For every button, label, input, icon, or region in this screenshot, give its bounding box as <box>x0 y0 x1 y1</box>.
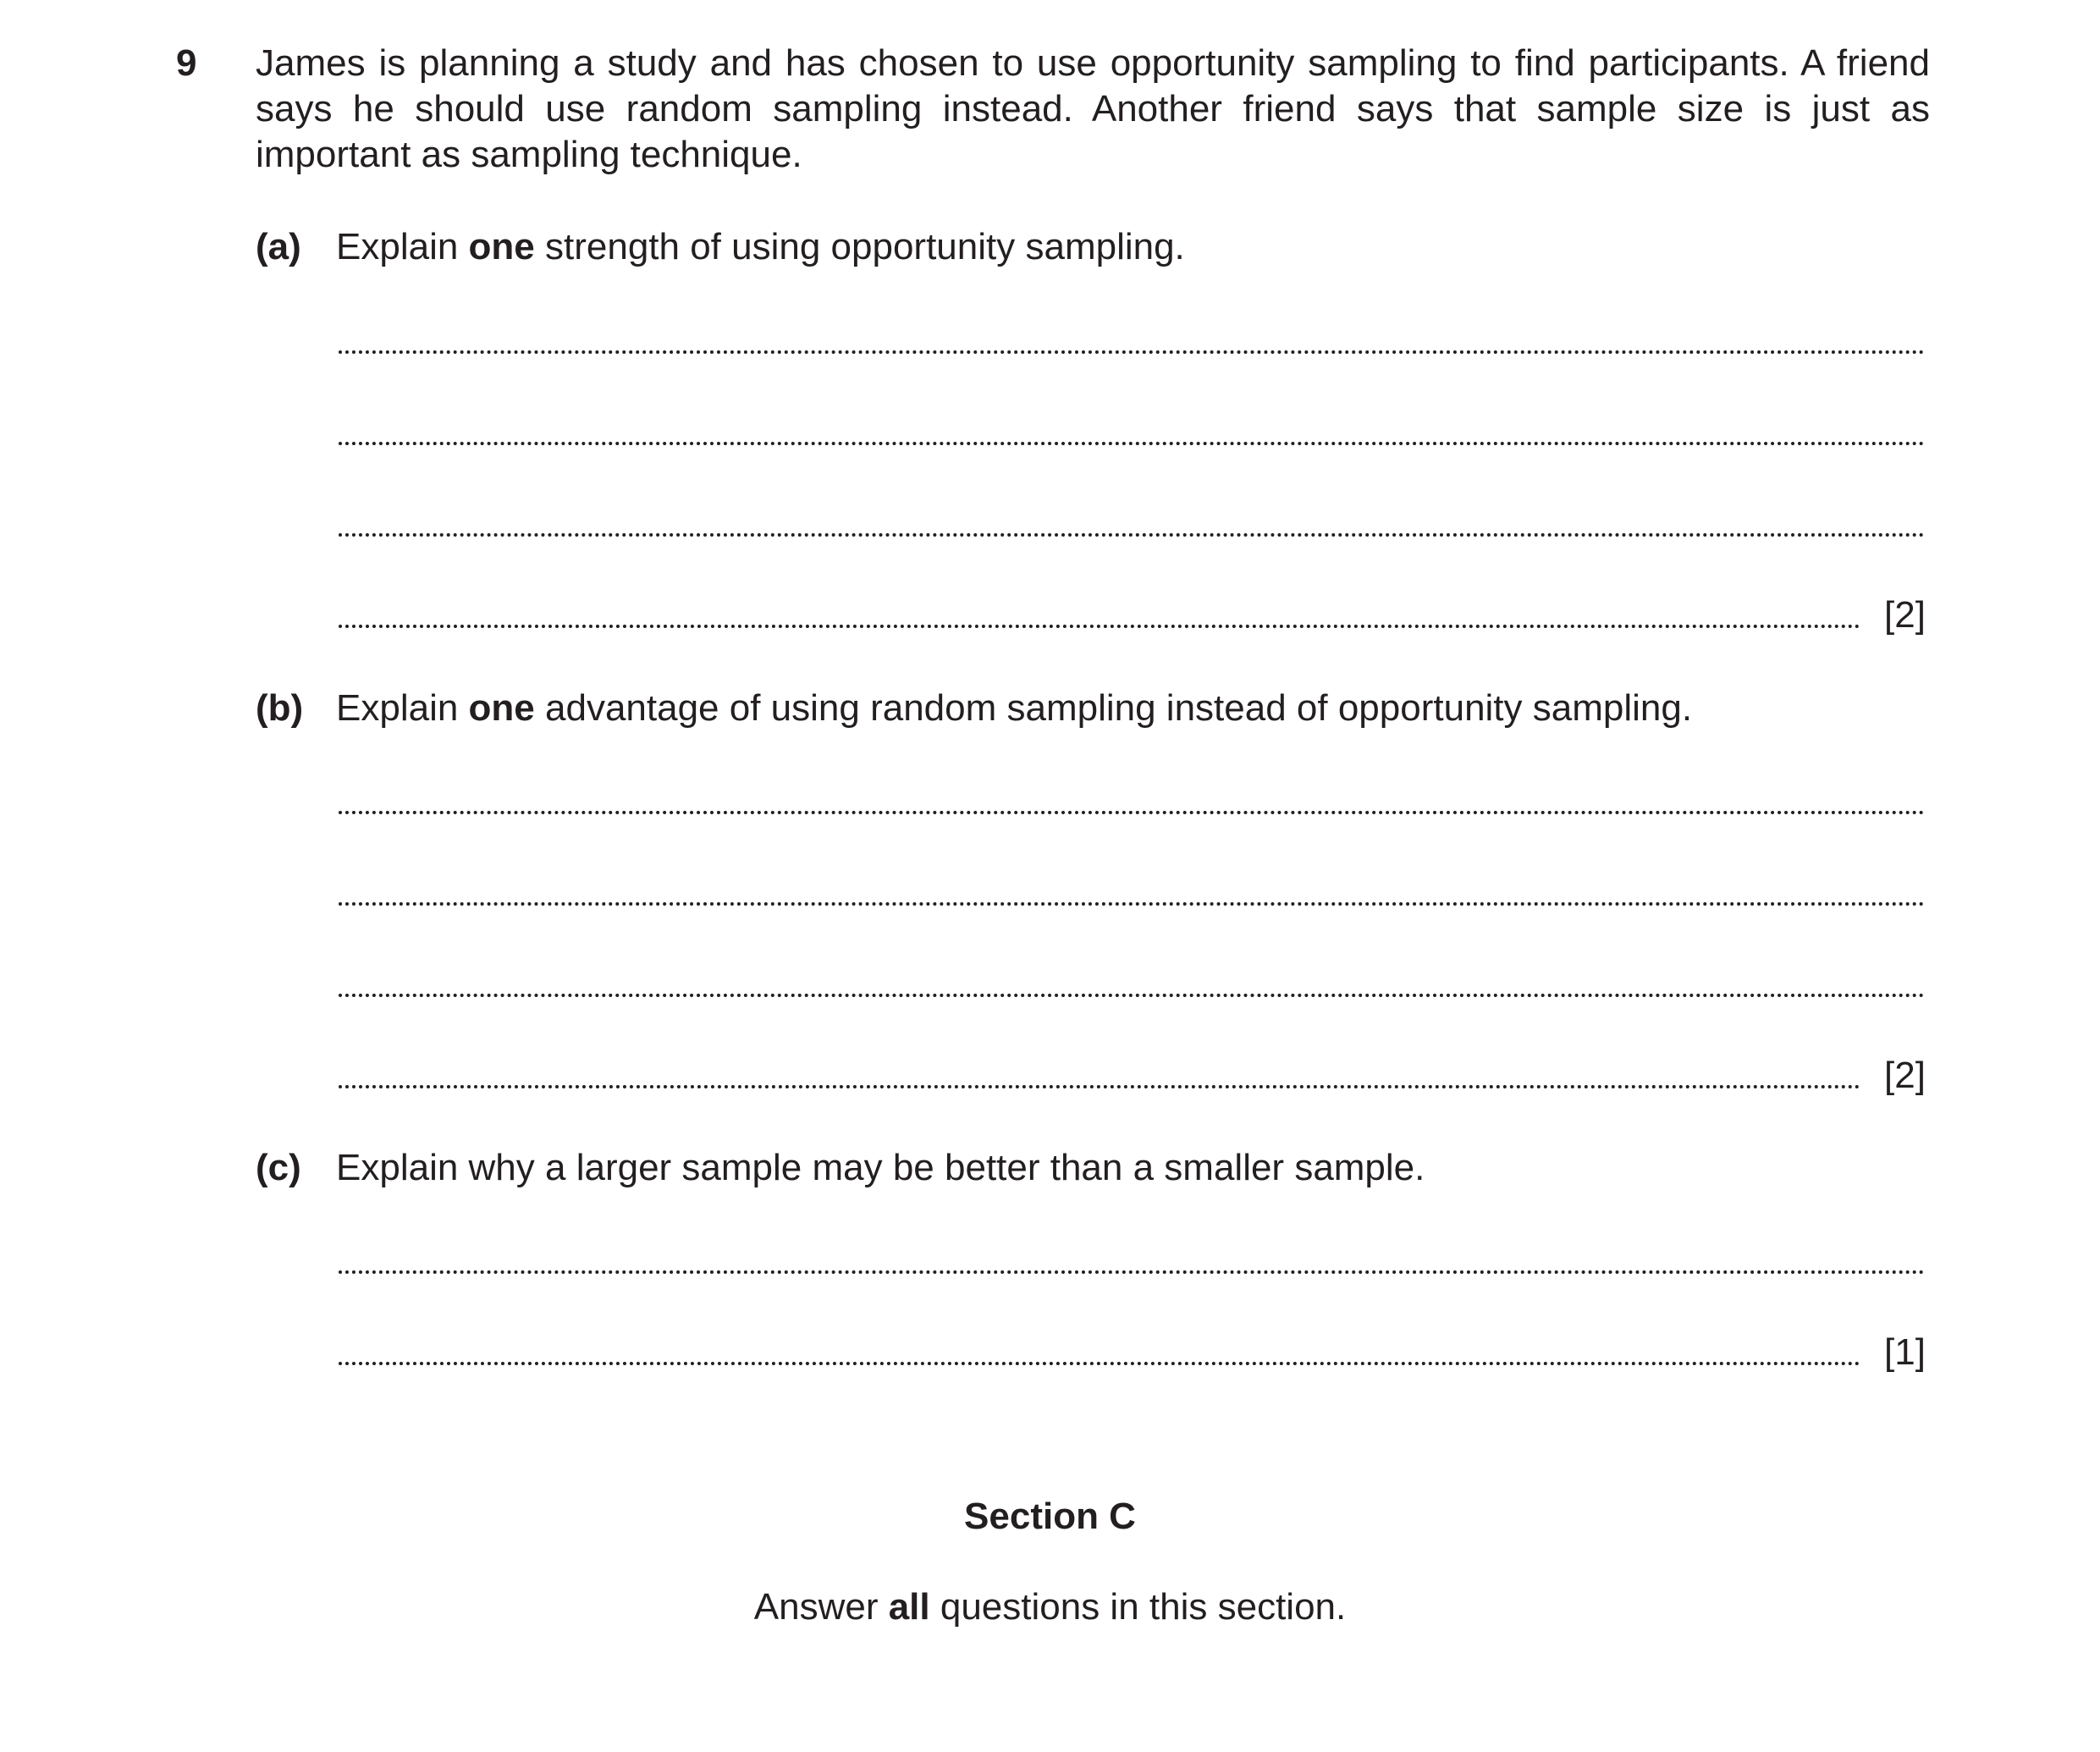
answer-line[interactable] <box>339 442 1925 445</box>
part-b-prompt <box>256 686 1692 731</box>
answer-line[interactable] <box>339 350 1925 354</box>
section-instruction-after: questions in this section. <box>929 1586 1347 1628</box>
part-b-text-bold: one <box>468 687 535 729</box>
part-b-text-before: Explain <box>336 687 469 729</box>
section-instruction <box>0 1584 2100 1630</box>
part-a-text-bold: one <box>468 226 535 267</box>
section-title: Section C <box>964 1496 1136 1537</box>
part-c-text-before: Explain why a larger sample may be better than a smaller sample. <box>336 1147 1425 1188</box>
part-a-text-after: strength of using opportunity sampling. <box>534 226 1185 267</box>
answer-line[interactable] <box>339 1270 1925 1274</box>
answer-line[interactable] <box>339 533 1925 537</box>
answer-line[interactable] <box>339 902 1925 906</box>
part-c-label: (c) <box>256 1147 301 1188</box>
question-stem: James is planning a study and has chosen to use opportunity sampling to find participants. A friend says he should use random sampling instead. Another friend says that sample size is just as important as sampling technique. <box>256 42 1930 175</box>
section-instruction-before: Answer <box>753 1586 889 1628</box>
answer-line[interactable] <box>339 1085 1860 1088</box>
part-b-label: (b) <box>256 687 304 729</box>
part-a-label: (a) <box>256 226 301 267</box>
part-c-prompt <box>256 1145 1425 1191</box>
answer-line[interactable] <box>339 1362 1860 1365</box>
section-instruction-bold: all <box>888 1586 930 1628</box>
part-a-prompt <box>256 224 1185 270</box>
answer-line[interactable] <box>339 625 1860 628</box>
question-number: 9 <box>176 42 197 84</box>
part-a-text-before: Explain <box>336 226 469 267</box>
answer-line[interactable] <box>339 811 1925 814</box>
part-c-marks: [1] <box>1884 1331 1926 1373</box>
answer-line[interactable] <box>339 994 1925 997</box>
part-b-text-after: advantage of using random sampling instead of opportunity sampling. <box>534 687 1693 729</box>
part-b-marks: [2] <box>1884 1055 1926 1096</box>
part-a-marks: [2] <box>1884 594 1926 636</box>
